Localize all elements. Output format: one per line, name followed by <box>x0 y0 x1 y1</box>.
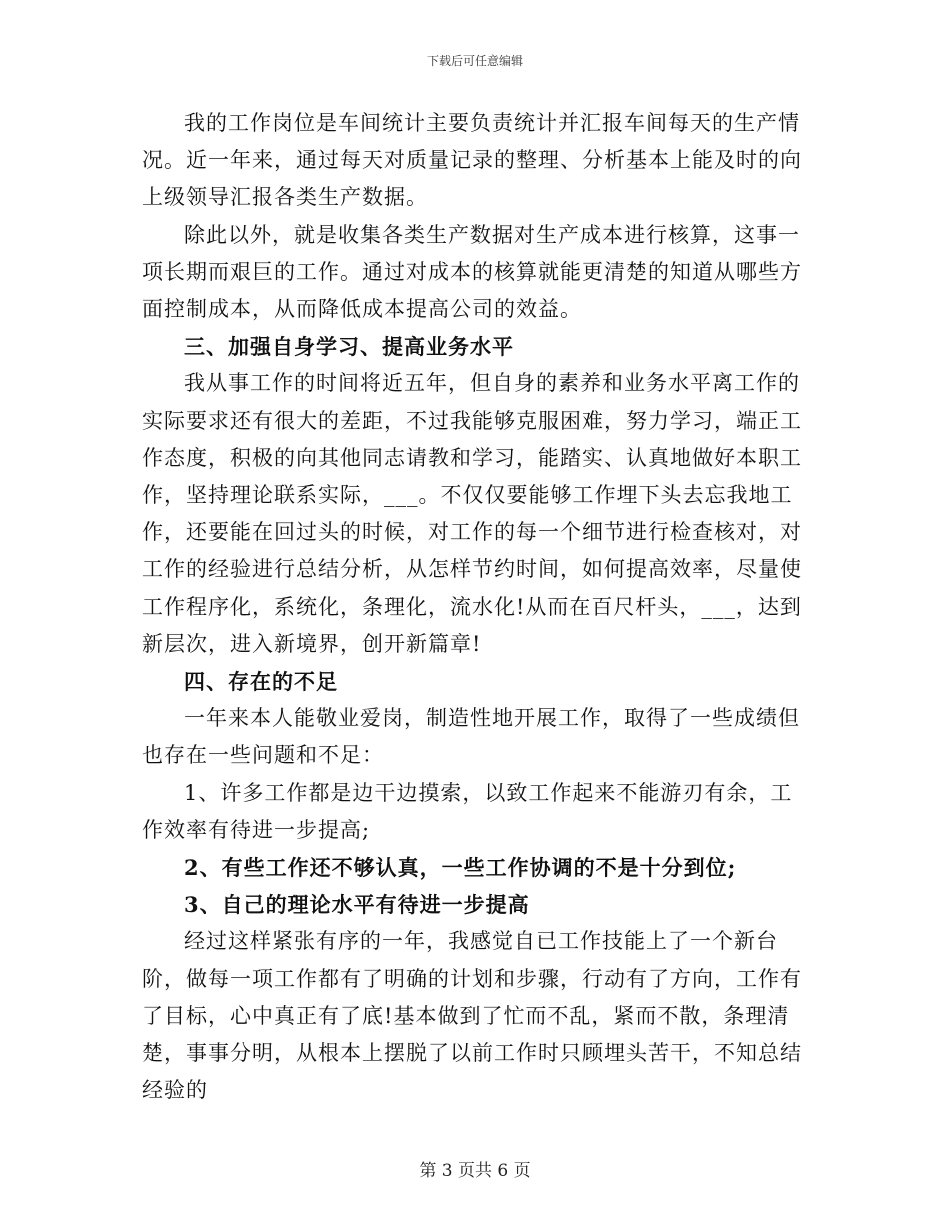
list-item: 1、许多工作都是边干边摸索，以致工作起来不能游刃有余，工作效率有待进一步提高; <box>142 780 793 842</box>
list-item: 2、有些工作还不够认真，一些工作协调的不是十分到位; <box>184 855 737 881</box>
paragraph: 我从事工作的时间将近五年，但自身的素养和业务水平离工作的实际要求还有很大的差距，不过我能够克服困难，努力学习，端正工作态度，积极的向其他同志请教和学习，能踏实、认真地做好本职工作，坚持理论联系实际，___。不仅仅要能够工作埋下头去忘我地工作，还要能在回过头的时候，对工作的每一个细节进行检查核对，对工作的经验进行总结分析，从怎样节约时间，如何提高效率，尽量使工作程序化，系统化，条理化，流水化!从而在百尺杆头，___，达到新层次，进入新境界，创开新篇章! <box>142 371 802 656</box>
page-header: 下载后可任意编辑 <box>426 54 523 68</box>
paragraph: 一年来本人能敬业爱岗，制造性地开展工作，取得了一些成绩但也存在一些问题和不足： <box>142 706 800 768</box>
paragraph: 除此以外，就是收集各类生产数据对生产成本进行核算，这事一项长期而艰巨的工作。通过对成本的核算就能更清楚的知道从哪些方面控制成本，从而降低成本提高公司的效益。 <box>142 222 802 322</box>
document-body <box>142 105 814 1109</box>
paragraph: 我的工作岗位是车间统计主要负责统计并汇报车间每天的生产情况。近一年来，通过每天对质量记录的整理、分析基本上能及时的向上级领导汇报各类生产数据。 <box>142 111 802 210</box>
section-heading: 三、加强自身学习、提高业务水平 <box>184 334 514 360</box>
section-heading: 四、存在的不足 <box>184 669 338 695</box>
list-item: 3、自己的理论水平有待进一步提高 <box>184 892 530 918</box>
page-footer: 第 3 页共 6 页 <box>419 1161 531 1181</box>
paragraph: 经过这样紧张有序的一年，我感觉自已工作技能上了一个新台阶，做每一项工作都有了明确的计划和步骤，行动有了方向，工作有了目标，心中真正有了底!基本做到了忙而不乱，紧而不散，条理清楚，事事分明，从根本上摆脱了以前工作时只顾埋头苦干，不知总结经验的 <box>142 929 802 1103</box>
